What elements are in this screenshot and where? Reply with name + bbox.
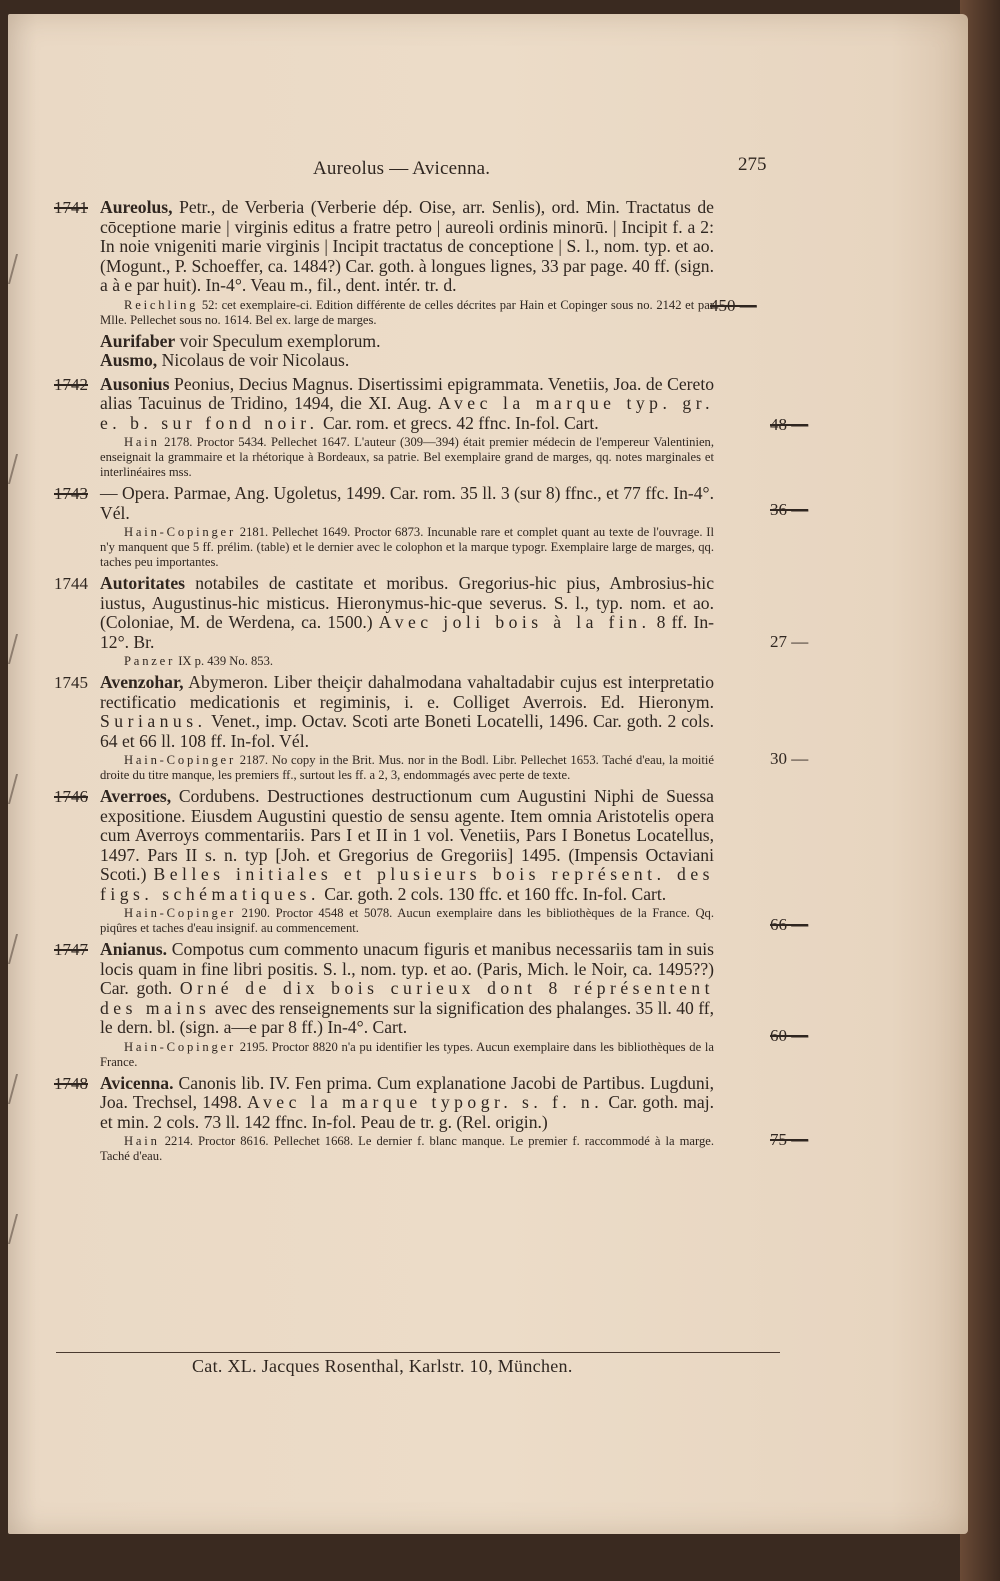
entry-number: 1748 — [54, 1073, 88, 1093]
entry-price: 75 — — [770, 1129, 809, 1149]
entry-name: Anianus. — [100, 939, 167, 959]
cross-reference: Ausmo, Nicolaus de voir Nicolaus. — [100, 350, 350, 370]
entry-note: 2187. No copy in the Brit. Mus. nor in the Bodl. Libr. Pellechet 1653. Taché d'eau, la moitié droite du titre manque, les premiers ff., surtout les ff. a 2, 3, endommagés avec perte de texte. — [100, 753, 714, 782]
entry-highlight: Avec joli bois à la fin. — [378, 612, 651, 632]
entry-name: Ausonius — [100, 373, 170, 394]
note-ref: Hain-Copinger — [124, 906, 236, 920]
entry-highlight: Avec la marque typ. gr. e. b. sur fond noir. — [100, 393, 714, 433]
entry-text: Abymeron. Liber theiçir dahalmodana vahaltadabir cujus est interpretatio rectificatio medicationis et regiminis, i. e. Colliget Averrois. Ed. Hieronym. — [100, 672, 714, 712]
catalog-page — [8, 14, 968, 1534]
catalog-entry: 1744 Autoritates notabiles de castitate et moribus. Gregorius-hic pius, Ambrosius-hic iustus, Augustinus-hic misticus. Hieronymus-hic-que severus. S. l., typ. nom. et ao. (Coloniae, M. de Werdena, ca. 1500.) Avec joli bois à la fin. 8 ff. In-12°. Br. Panzer IX p. 439 No. 853. 27 — — [54, 573, 809, 668]
catalog-entry: 1745 Avenzohar, Abymeron. Liber theiçir dahalmodana vahaltadabir cujus est interpretatio rectificatio medicationis et regiminis, i. e. Colliget Averrois. Ed. Hieronym. Surianus. Venet., imp. Octav. Scoti arte Boneti Locatelli, 1496. Car. goth. 2 cols. 64 et 66 ll. 108 ff. In-fol. Vél. Hain-Copinger 2187. No copy in the Brit. Mus. nor in the Bodl. Libr. Pellechet 1653. Taché d'eau, la moitié droite du titre manque, les premiers ff., surtout les ff. a 2, 3, endommagés avec perte de texte. 30 — — [54, 672, 809, 782]
page-footer: Cat. XL. Jacques Rosenthal, Karlstr. 10, München. — [192, 1356, 573, 1376]
catalog-entry: 1748 Avicenna. Canonis lib. IV. Fen prima. Cum explanatione Jacobi de Partibus. Lugduni, Joa. Trechsel, 1498. Avec la marque typogr. s. f. n. Car. goth. maj. et min. 2 cols. 73 ll. 142 ffnc. In-fol. Peau de tr. g. (Rel. origin.) Hain 2214. Proctor 8616. Pellechet 1668. Le dernier f. blanc manque. Le premier f. raccommodé à la marge. Taché d'eau. 75 — — [54, 1072, 809, 1163]
entry-number: 1743 — [54, 484, 88, 503]
entry-price: 66 — — [770, 915, 809, 934]
entry-note: 2178. Proctor 5434. Pellechet 1647. L'auteur (309—394) était premier médecin de l'empereur Valentinien, enseignait la grammaire et la rhétorique à Bordeaux, sa patrie. Bel exemplaire grand de marges, qq. notes marginales et interlinéaires mss. — [100, 435, 714, 479]
note-ref: Hain-Copinger — [124, 753, 236, 767]
catalog-entry: 1742 Ausonius Peonius, Decius Magnus. Disertissimi epigrammata. Venetiis, Joa. de Cereto alias Tacuinus de Tridino, 1494, die XI. Aug. Avec la marque typ. gr. e. b. sur fond noir. Car. rom. et grecs. 42 ffnc. In-fol. Cart. Hain 2178. Proctor 5434. Pellechet 1647. L'auteur (309—394) était premier médecin de l'empereur Valentinien, enseignait la grammaire et la rhétorique à Bordeaux, sa patrie. Bel exemplaire grand de marges, qq. notes marginales et interlinéaires mss. 48 — — [54, 373, 809, 479]
entry-name: Avicenna. — [100, 1072, 174, 1093]
entry-number: 1745 — [54, 673, 88, 692]
entry-highlight: Avec la marque typogr. s. f. n. — [247, 1092, 604, 1112]
entry-text: — Opera. Parmae, Ang. Ugoletus, 1499. Car. rom. 35 ll. 3 (sur 8) ffnc., et 77 ffc. In-4°. Vél. — [100, 483, 714, 523]
entry-number: 1742 — [54, 374, 88, 394]
entry-number: 1744 — [54, 574, 88, 593]
margin-handwriting — [8, 214, 36, 1364]
entry-number: 1746 — [54, 787, 88, 806]
catalog-entry: 1746 Averroes, Cordubens. Destructiones destructionum cum Augustini Niphi de Suessa expositione. Eiusdem Augustini questio de sensu agente. Item omnia Aristotelis opera cum Averroys commentariis. Pars I et II in 1 vol. Venetiis, Pars I Bonetus Locatellus, 1497. Pars II s. n. typ [Joh. et Gregorius de Gregoriis] 1495. (Impensis Octaviani Scoti.) Belles initiales et plusieurs bois représent. des figs. schématiques. Car. goth. 2 cols. 130 ffc. et 160 ffc. In-fol. Cart. Hain-Copinger 2190. Proctor 4548 et 5078. Aucun exemplaire dans les bibliothèques de la France. Qq. piqûres et taches d'eau insignif. au commencement. 66 — — [54, 786, 809, 935]
page-number: 275 — [738, 154, 767, 175]
catalog-entry — [54, 197, 757, 328]
entry-text: notabiles de castitate et moribus. Gregorius-hic pius, Ambrosius-hic iustus, Augustinus-hic misticus. Hieronymus-hic-que severus. S. l., typ. nom. et ao. (Coloniae, M. de Werdena, ca. 1500.) — [100, 573, 714, 632]
note-ref: Hain — [124, 1134, 160, 1148]
catalog-entries — [54, 197, 809, 1168]
footer-rule — [56, 1352, 780, 1353]
entry-note: 52: cet exemplaire-ci. Edition différente de celles décrites par Hain et Copinger sous no. 2142 et par Mlle. Pellechet sous no. 1614. Bel ex. large de marges. — [100, 297, 714, 327]
catalog-entry — [54, 483, 809, 570]
note-ref: Hain-Copinger — [124, 1039, 236, 1054]
entry-price: 36 — — [770, 500, 809, 519]
page-header — [8, 154, 968, 184]
entry-price: 48 — — [770, 414, 809, 434]
entry-text: Compotus cum commento unacum figuris et manibus necessariis tam in suis locis quam in fine libri positis. S. l., nom. typ. et ao. (Paris, Mich. le Noir, ca. 1495??) Car. goth. — [100, 939, 714, 998]
entry-text: Cordubens. Destructiones destructionum cum Augustini Niphi de Suessa expositione. Eiusdem Augustini questio de sensu agente. Item omnia Aristotelis opera cum Averroys commentariis. Pars I et II in 1 vol. Venetiis, Pars I Bonetus Locatellus, 1497. Pars II s. n. typ [Joh. et Gregorius de Gregoriis] 1495. (Impensis Octaviani Scoti.) — [100, 786, 714, 884]
catalog-entry: 1747 Anianus. Compotus cum commento unacum figuris et manibus necessariis tam in suis locis quam in fine libri positis. S. l., nom. typ. et ao. (Paris, Mich. le Noir, ca. 1495??) Car. goth. Orné de dix bois curieux dont 8 réprésentent des mains avec des renseignements sur la signification des phalanges. 35 ll. 40 ff, le dern. bl. (sign. a—e par 8 ff.) In-4°. Cart. Hain-Copinger 2195. Proctor 8820 n'a pu identifier les types. Aucun exemplaire dans les bibliothèques de la France. 60 — — [54, 939, 809, 1069]
entry-highlight: Surianus. — [100, 711, 207, 731]
note-ref: Hain — [124, 435, 160, 449]
entry-note: IX p. 439 No. 853. — [178, 654, 274, 668]
entry-number: 1747 — [54, 940, 88, 959]
entry-text: Petr., de Verberia (Verberie dép. Oise, arr. Senlis), ord. Min. Tractatus de cōceptione marie | virginis editus a fratre petro | aureoli ordinis minorū. | Incipit f. a 2: In noie vnigeniti marie virginis | Incipit tractatus de conceptione | S. l., nom. typ. et ao. (Mogunt., P. Schoeffer, ca. 1484?) Car. goth. à longues lignes, 33 par page. 40 ff. (sign. a à e par huit). In-4°. Veau m., fil., dent. intér. tr. d. — [100, 197, 714, 295]
note-ref: Panzer — [124, 654, 176, 668]
entry-name: Aureolus, — [100, 197, 173, 217]
entry-name: Autoritates — [100, 573, 186, 593]
entry-note: 2190. Proctor 4548 et 5078. Aucun exemplaire dans les bibliothèques de la France. Qq. piqûres et taches d'eau insignif. au commencement. — [100, 906, 714, 935]
entry-text: Peonius, Decius Magnus. Disertissimi epigrammata. Venetiis, Joa. de Cereto alias Tacuinus de Tridino, 1494, die XI. Aug. — [100, 373, 715, 413]
entry-name: Averroes, — [100, 786, 172, 806]
entry-note: 2214. Proctor 8616. Pellechet 1668. Le dernier f. blanc manque. Le premier f. raccommodé à la marge. Taché d'eau. — [100, 1134, 714, 1163]
entry-note: 2195. Proctor 8820 n'a pu identifier les types. Aucun exemplaire dans les bibliothèques de la France. — [100, 1039, 715, 1069]
entry-number: 1741 — [54, 198, 88, 217]
note-ref: Reichling — [124, 297, 199, 312]
entry-price: 30 — — [770, 749, 809, 768]
entry-name: Avenzohar, — [100, 672, 184, 692]
entry-text: Canonis lib. IV. Fen prima. Cum explanatione Jacobi de Partibus. Lugduni, Joa. Trechsel, 1498. — [100, 1072, 714, 1112]
entry-price: 60 — — [770, 1026, 809, 1045]
cross-reference: Aurifaber voir Speculum exemplorum. — [100, 330, 381, 351]
entry-note: 2181. Pellechet 1649. Proctor 6873. Incunable rare et complet quant au texte de l'ouvrage. Il n'y manquent que 5 ff. prélim. (table) et le dernier avec le colophon et la marque typogr. Exemplaire large de marges, qq. taches peu importantes. — [100, 525, 714, 569]
entry-highlight: Belles initiales et plusieurs bois représent. des figs. schématiques. — [100, 864, 714, 904]
entry-price: 27 — — [770, 632, 809, 651]
entry-price: 450 — — [710, 296, 757, 315]
note-ref: Hain-Copinger — [124, 525, 236, 539]
entry-highlight: Orné de dix bois curieux dont 8 réprésentent des mains — [100, 978, 714, 1018]
running-title: Aureolus — Avicenna. — [313, 158, 491, 179]
